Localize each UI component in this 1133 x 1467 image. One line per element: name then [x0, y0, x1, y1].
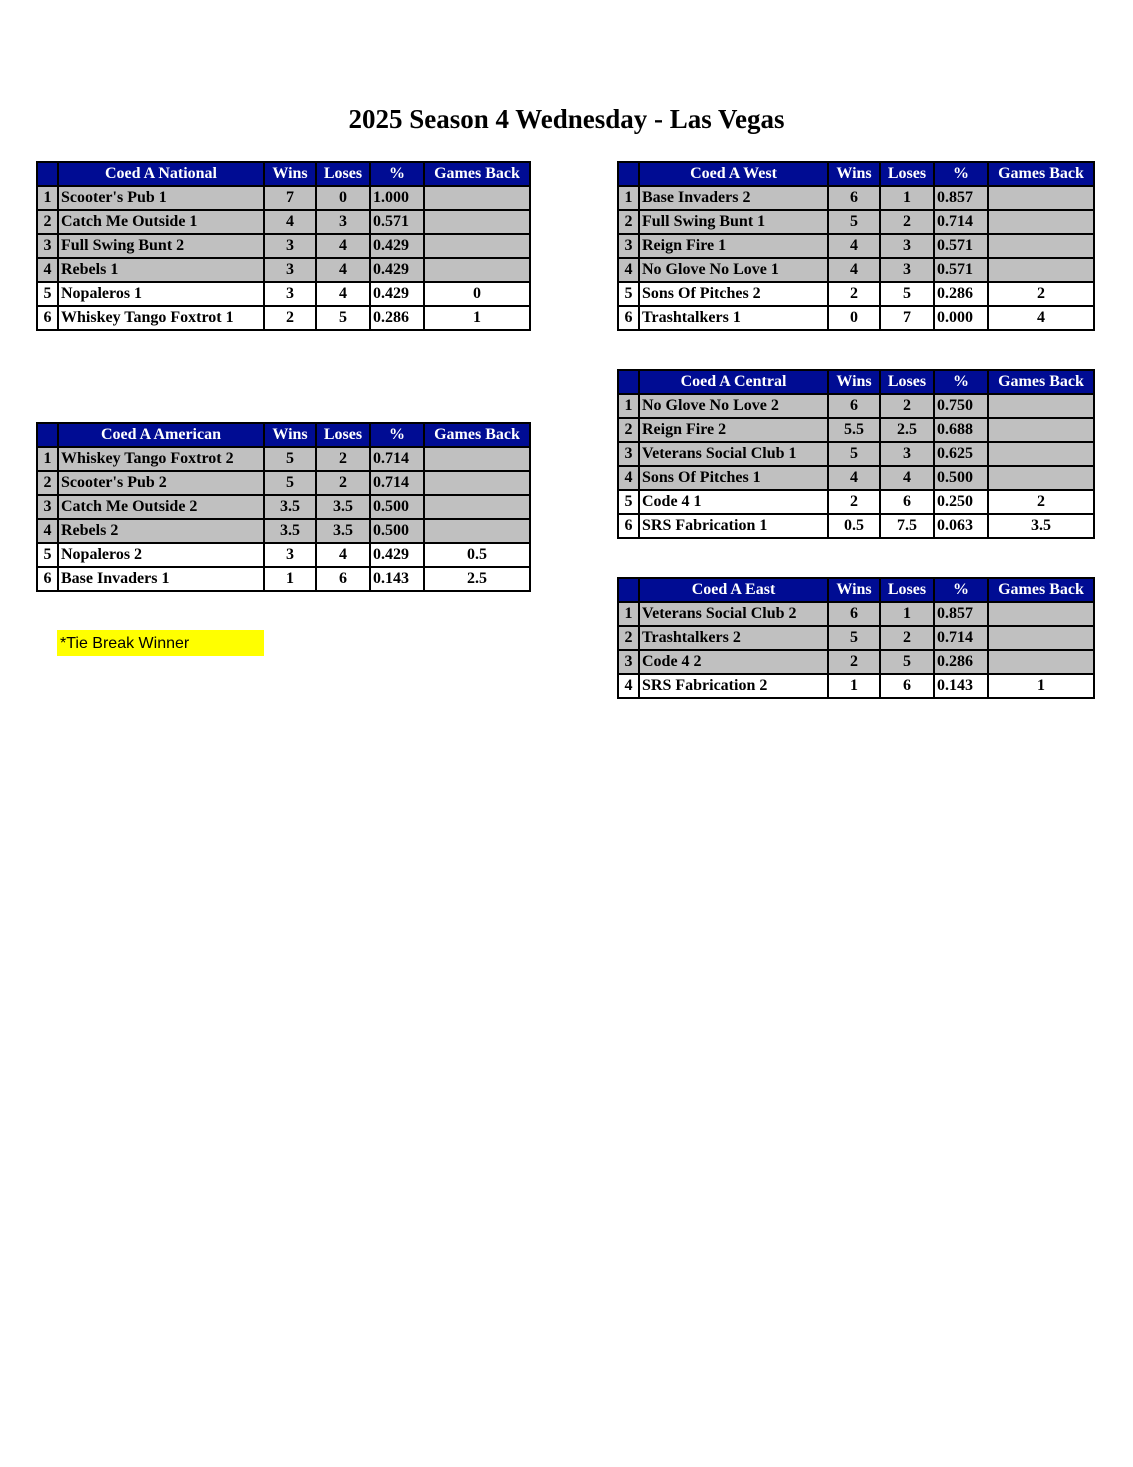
- rank-cell: 3: [618, 234, 639, 258]
- table-row: [618, 394, 1094, 418]
- table-row: [618, 210, 1094, 234]
- wins-cell: 4: [828, 258, 880, 282]
- games-back-cell: [424, 471, 530, 495]
- pct-header: %: [934, 370, 988, 394]
- standings-table-east: [617, 577, 1095, 699]
- team-name-cell: Scooter's Pub 2: [58, 471, 264, 495]
- games-back-cell: [424, 186, 530, 210]
- rank-cell: 4: [37, 519, 58, 543]
- pct-cell: 0.286: [934, 650, 988, 674]
- wins-cell: 6: [828, 186, 880, 210]
- rank-cell: 3: [618, 442, 639, 466]
- games-back-cell: [988, 602, 1094, 626]
- rank-cell: 4: [618, 466, 639, 490]
- table-row: [618, 234, 1094, 258]
- rank-cell: 6: [37, 306, 58, 330]
- loses-cell: 5: [880, 650, 934, 674]
- loses-cell: 5: [316, 306, 370, 330]
- games-back-cell: [424, 447, 530, 471]
- wins-cell: 3: [264, 543, 316, 567]
- loses-cell: 2: [880, 394, 934, 418]
- pct-cell: 0.000: [934, 306, 988, 330]
- team-name-cell: Whiskey Tango Foxtrot 1: [58, 306, 264, 330]
- rank-header-cell: [618, 370, 639, 394]
- wins-cell: 1: [828, 674, 880, 698]
- team-name-cell: No Glove No Love 2: [639, 394, 828, 418]
- table-row: [37, 543, 530, 567]
- pct-cell: 0.714: [934, 210, 988, 234]
- rank-cell: 1: [37, 447, 58, 471]
- games-back-cell: 1: [424, 306, 530, 330]
- loses-cell: 3: [880, 234, 934, 258]
- division-name: Coed A West: [639, 162, 828, 186]
- wins-cell: 4: [264, 210, 316, 234]
- games-back-cell: [988, 626, 1094, 650]
- loses-cell: 2: [316, 471, 370, 495]
- wins-header: Wins: [264, 162, 316, 186]
- loses-cell: 1: [880, 186, 934, 210]
- games-back-cell: [988, 234, 1094, 258]
- team-name-cell: Catch Me Outside 2: [58, 495, 264, 519]
- wins-cell: 5: [264, 471, 316, 495]
- table-row: [37, 210, 530, 234]
- wins-cell: 5: [828, 210, 880, 234]
- loses-cell: 4: [316, 258, 370, 282]
- table-row: [37, 471, 530, 495]
- wins-header: Wins: [828, 162, 880, 186]
- team-name-cell: Code 4 1: [639, 490, 828, 514]
- loses-cell: 3: [880, 442, 934, 466]
- pct-cell: 0.688: [934, 418, 988, 442]
- games-back-cell: [424, 210, 530, 234]
- games-back-cell: [424, 495, 530, 519]
- pct-cell: 0.500: [934, 466, 988, 490]
- standings-table-central: [617, 369, 1095, 539]
- team-name-cell: Full Swing Bunt 1: [639, 210, 828, 234]
- rank-cell: 6: [618, 306, 639, 330]
- pct-cell: 0.857: [934, 602, 988, 626]
- games-back-cell: [424, 519, 530, 543]
- table-row: [618, 602, 1094, 626]
- loses-header: Loses: [316, 162, 370, 186]
- pct-cell: 0.500: [370, 495, 424, 519]
- division-name: Coed A American: [58, 423, 264, 447]
- pct-cell: 0.429: [370, 234, 424, 258]
- loses-cell: 4: [316, 543, 370, 567]
- table-row: [618, 490, 1094, 514]
- pct-cell: 0.429: [370, 258, 424, 282]
- games-back-header: Games Back: [988, 370, 1094, 394]
- wins-cell: 0: [828, 306, 880, 330]
- games-back-header: Games Back: [424, 162, 530, 186]
- games-back-cell: 2: [988, 282, 1094, 306]
- wins-header: Wins: [828, 370, 880, 394]
- wins-cell: 4: [828, 234, 880, 258]
- pct-cell: 0.625: [934, 442, 988, 466]
- team-name-cell: Catch Me Outside 1: [58, 210, 264, 234]
- division-name: Coed A National: [58, 162, 264, 186]
- loses-cell: 3: [880, 258, 934, 282]
- loses-cell: 7: [880, 306, 934, 330]
- wins-cell: 2: [828, 490, 880, 514]
- pct-cell: 0.286: [934, 282, 988, 306]
- wins-cell: 3: [264, 258, 316, 282]
- wins-cell: 7: [264, 186, 316, 210]
- tie-break-note: *Tie Break Winner: [57, 630, 264, 656]
- games-back-cell: [988, 418, 1094, 442]
- pct-cell: 0.429: [370, 543, 424, 567]
- loses-cell: 5: [880, 282, 934, 306]
- loses-cell: 2: [880, 210, 934, 234]
- team-name-cell: Reign Fire 2: [639, 418, 828, 442]
- rank-cell: 1: [618, 394, 639, 418]
- loses-cell: 6: [880, 674, 934, 698]
- loses-header: Loses: [880, 578, 934, 602]
- table-row: [618, 258, 1094, 282]
- rank-header-cell: [618, 162, 639, 186]
- table-row: [37, 495, 530, 519]
- table-row: [618, 282, 1094, 306]
- rank-cell: 5: [37, 543, 58, 567]
- pct-header: %: [370, 162, 424, 186]
- loses-cell: 6: [316, 567, 370, 591]
- loses-cell: 4: [316, 282, 370, 306]
- team-name-cell: Nopaleros 1: [58, 282, 264, 306]
- pct-cell: 0.857: [934, 186, 988, 210]
- loses-cell: 3.5: [316, 495, 370, 519]
- pct-cell: 0.143: [934, 674, 988, 698]
- team-name-cell: Nopaleros 2: [58, 543, 264, 567]
- wins-cell: 2: [828, 282, 880, 306]
- wins-cell: 2: [264, 306, 316, 330]
- pct-cell: 0.063: [934, 514, 988, 538]
- table-row: [37, 282, 530, 306]
- games-back-cell: [424, 258, 530, 282]
- loses-header: Loses: [880, 162, 934, 186]
- loses-cell: 3.5: [316, 519, 370, 543]
- table-row: [37, 519, 530, 543]
- loses-header: Loses: [880, 370, 934, 394]
- games-back-cell: 0.5: [424, 543, 530, 567]
- team-name-cell: Reign Fire 1: [639, 234, 828, 258]
- rank-cell: 3: [37, 234, 58, 258]
- team-name-cell: Whiskey Tango Foxtrot 2: [58, 447, 264, 471]
- rank-cell: 5: [618, 490, 639, 514]
- loses-cell: 4: [316, 234, 370, 258]
- team-name-cell: Veterans Social Club 1: [639, 442, 828, 466]
- games-back-cell: 1: [988, 674, 1094, 698]
- table-row: [37, 186, 530, 210]
- team-name-cell: Scooter's Pub 1: [58, 186, 264, 210]
- pct-cell: 0.571: [934, 258, 988, 282]
- games-back-header: Games Back: [988, 162, 1094, 186]
- standings-table-west: [617, 161, 1095, 331]
- rank-cell: 1: [618, 602, 639, 626]
- rank-cell: 5: [37, 282, 58, 306]
- pct-cell: 0.571: [934, 234, 988, 258]
- team-name-cell: No Glove No Love 1: [639, 258, 828, 282]
- wins-cell: 2: [828, 650, 880, 674]
- rank-cell: 1: [37, 186, 58, 210]
- games-back-header: Games Back: [988, 578, 1094, 602]
- rank-header-cell: [618, 578, 639, 602]
- standings-table-american: [36, 422, 531, 592]
- division-name: Coed A Central: [639, 370, 828, 394]
- wins-cell: 0.5: [828, 514, 880, 538]
- wins-cell: 6: [828, 602, 880, 626]
- table-row: [37, 306, 530, 330]
- games-back-cell: [988, 650, 1094, 674]
- table-row: [37, 258, 530, 282]
- team-name-cell: Rebels 1: [58, 258, 264, 282]
- rank-cell: 2: [37, 210, 58, 234]
- games-back-cell: [988, 466, 1094, 490]
- pct-header: %: [370, 423, 424, 447]
- team-name-cell: SRS Fabrication 2: [639, 674, 828, 698]
- rank-cell: 3: [37, 495, 58, 519]
- rank-cell: 4: [618, 674, 639, 698]
- rank-header-cell: [37, 162, 58, 186]
- games-back-cell: [988, 186, 1094, 210]
- team-name-cell: SRS Fabrication 1: [639, 514, 828, 538]
- games-back-cell: 2: [988, 490, 1094, 514]
- rank-cell: 2: [618, 418, 639, 442]
- pct-cell: 0.714: [370, 447, 424, 471]
- pct-cell: 0.714: [370, 471, 424, 495]
- team-name-cell: Sons Of Pitches 2: [639, 282, 828, 306]
- wins-cell: 5.5: [828, 418, 880, 442]
- wins-cell: 5: [264, 447, 316, 471]
- team-name-cell: Code 4 2: [639, 650, 828, 674]
- loses-cell: 7.5: [880, 514, 934, 538]
- team-name-cell: Trashtalkers 2: [639, 626, 828, 650]
- games-back-cell: 2.5: [424, 567, 530, 591]
- wins-cell: 5: [828, 626, 880, 650]
- table-row: [37, 234, 530, 258]
- wins-cell: 4: [828, 466, 880, 490]
- table-row: [618, 418, 1094, 442]
- table-row: [618, 674, 1094, 698]
- division-name: Coed A East: [639, 578, 828, 602]
- loses-cell: 2: [316, 447, 370, 471]
- table-row: [618, 306, 1094, 330]
- pct-cell: 0.500: [370, 519, 424, 543]
- games-back-cell: 0: [424, 282, 530, 306]
- loses-cell: 0: [316, 186, 370, 210]
- team-name-cell: Base Invaders 2: [639, 186, 828, 210]
- games-back-cell: 4: [988, 306, 1094, 330]
- games-back-cell: [988, 442, 1094, 466]
- wins-header: Wins: [828, 578, 880, 602]
- pct-cell: 0.714: [934, 626, 988, 650]
- pct-cell: 0.250: [934, 490, 988, 514]
- page-title: 2025 Season 4 Wednesday - Las Vegas: [348, 104, 785, 134]
- table-header-row: [618, 370, 1094, 394]
- rank-cell: 2: [618, 626, 639, 650]
- pct-cell: 0.143: [370, 567, 424, 591]
- loses-cell: 6: [880, 490, 934, 514]
- team-name-cell: Full Swing Bunt 2: [58, 234, 264, 258]
- table-header-row: [37, 423, 530, 447]
- team-name-cell: Rebels 2: [58, 519, 264, 543]
- wins-cell: 1: [264, 567, 316, 591]
- games-back-cell: [988, 258, 1094, 282]
- table-row: [618, 186, 1094, 210]
- rank-cell: 1: [618, 186, 639, 210]
- team-name-cell: Veterans Social Club 2: [639, 602, 828, 626]
- loses-cell: 4: [880, 466, 934, 490]
- rank-cell: 4: [37, 258, 58, 282]
- pct-cell: 0.750: [934, 394, 988, 418]
- table-row: [618, 650, 1094, 674]
- rank-cell: 6: [37, 567, 58, 591]
- loses-header: Loses: [316, 423, 370, 447]
- rank-cell: 3: [618, 650, 639, 674]
- wins-cell: 6: [828, 394, 880, 418]
- games-back-header: Games Back: [424, 423, 530, 447]
- table-row: [618, 442, 1094, 466]
- team-name-cell: Trashtalkers 1: [639, 306, 828, 330]
- rank-cell: 2: [618, 210, 639, 234]
- loses-cell: 2.5: [880, 418, 934, 442]
- standings-table-national: [36, 161, 531, 331]
- team-name-cell: Base Invaders 1: [58, 567, 264, 591]
- wins-cell: 5: [828, 442, 880, 466]
- pct-cell: 0.286: [370, 306, 424, 330]
- table-row: [618, 626, 1094, 650]
- pct-cell: 0.429: [370, 282, 424, 306]
- pct-cell: 0.571: [370, 210, 424, 234]
- games-back-cell: [988, 394, 1094, 418]
- games-back-cell: [988, 210, 1094, 234]
- wins-cell: 3: [264, 234, 316, 258]
- table-row: [618, 466, 1094, 490]
- wins-cell: 3: [264, 282, 316, 306]
- rank-cell: 4: [618, 258, 639, 282]
- table-row: [37, 447, 530, 471]
- games-back-cell: [424, 234, 530, 258]
- pct-header: %: [934, 162, 988, 186]
- team-name-cell: Sons Of Pitches 1: [639, 466, 828, 490]
- rank-cell: 2: [37, 471, 58, 495]
- table-row: [37, 567, 530, 591]
- rank-cell: 5: [618, 282, 639, 306]
- loses-cell: 2: [880, 626, 934, 650]
- pct-cell: 1.000: [370, 186, 424, 210]
- table-header-row: [618, 578, 1094, 602]
- wins-cell: 3.5: [264, 495, 316, 519]
- table-header-row: [618, 162, 1094, 186]
- wins-cell: 3.5: [264, 519, 316, 543]
- wins-header: Wins: [264, 423, 316, 447]
- table-header-row: [37, 162, 530, 186]
- rank-cell: 6: [618, 514, 639, 538]
- loses-cell: 3: [316, 210, 370, 234]
- pct-header: %: [934, 578, 988, 602]
- games-back-cell: 3.5: [988, 514, 1094, 538]
- rank-header-cell: [37, 423, 58, 447]
- table-row: [618, 514, 1094, 538]
- loses-cell: 1: [880, 602, 934, 626]
